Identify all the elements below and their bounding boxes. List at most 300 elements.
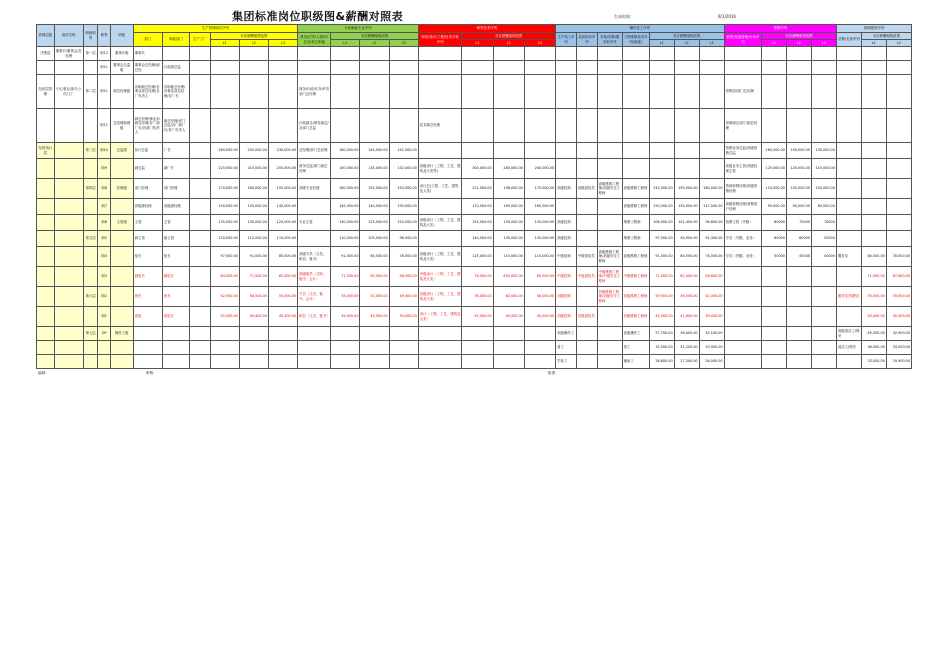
cell-svc <box>836 143 861 159</box>
cell-s3v: 91,300.00 <box>699 231 724 247</box>
cell-dept: 高级副经理 <box>133 199 162 215</box>
cell-org <box>54 267 83 287</box>
cell-sl3 <box>811 109 836 143</box>
cell-a2: 135,000.00 <box>360 159 389 179</box>
cell-fac <box>189 341 210 355</box>
cell-sl3: 100,000.00 <box>811 179 836 199</box>
cell-s1v: 97,500.00 <box>649 231 674 247</box>
cell-a3: 49,400.00 <box>389 287 418 307</box>
table-row <box>37 215 912 231</box>
hdr-l1: L1 <box>331 40 360 47</box>
cell-grade: 职5 <box>98 231 110 247</box>
hdr-admin-desc: 财务/法务/人资/IT/总务/其它职能 <box>298 33 331 47</box>
cell-a1 <box>331 355 360 369</box>
cell-grade: 职3 <box>98 267 110 287</box>
cell-o4: 初级维修工程师 <box>622 287 649 307</box>
cell-p1: 52,000.00 <box>210 307 239 327</box>
cell-v1: 49,400.00 <box>861 307 886 327</box>
cell-o2: 初级质检员 <box>576 307 597 327</box>
cell-t2: 165,000.00 <box>493 199 524 215</box>
cell-a1 <box>331 327 360 341</box>
cell-p3: 155,000.00 <box>268 179 297 199</box>
cell-s3v: 117,000.00 <box>699 199 724 215</box>
cell-a1: 145,000.00 <box>331 199 360 215</box>
cell-svc <box>836 75 861 109</box>
cell-sl3: 85,000.00 <box>811 199 836 215</box>
cell-a1 <box>331 61 360 75</box>
hdr-sales-desc: 销售/渠道管理/市场序列 <box>724 33 761 47</box>
cell-sl2 <box>786 109 811 143</box>
cell-a3: 58,500.00 <box>389 267 418 287</box>
title-row <box>36 8 912 24</box>
cell-a3: 78,000.00 <box>389 247 418 267</box>
cell-org <box>54 179 83 199</box>
cell-dept: 副总监 <box>133 159 162 179</box>
table-row <box>37 231 912 247</box>
cell-fac <box>189 327 210 341</box>
cell-o1: 中级技师 <box>556 247 577 267</box>
cell-o4 <box>622 61 649 75</box>
col-org-name: 组织名称 <box>54 25 83 47</box>
hdr-ops-salary: 对应薪酬架构范围 <box>649 33 724 40</box>
table-row <box>37 287 912 307</box>
cell-v1: 71,500.00 <box>861 267 886 287</box>
cell-svc: 服务员/驾驶员 <box>836 287 861 307</box>
cell-grade: 职7 <box>98 199 110 215</box>
cell-dept: 主管 <box>133 215 162 231</box>
cell-fac <box>189 215 210 231</box>
cell-svc <box>836 159 861 179</box>
table-row <box>37 61 912 75</box>
cell-o2 <box>576 159 597 179</box>
hdr-l3: L3 <box>811 40 836 47</box>
col-grade: 职等 <box>98 25 110 47</box>
cell-o2 <box>576 215 597 231</box>
cell-o2 <box>576 199 597 215</box>
cell-o2 <box>576 355 597 369</box>
cell-v2 <box>886 109 911 143</box>
cell-s2v: 101,400.00 <box>674 215 699 231</box>
cell-o1: 高级操作工 <box>556 327 577 341</box>
cell-v1 <box>861 199 886 215</box>
cell-s2v: 94,900.00 <box>674 231 699 247</box>
cell-o3 <box>597 109 622 143</box>
cell-s2v <box>674 143 699 159</box>
cell-p3: 230,000.00 <box>268 143 297 159</box>
cell-a2: 52,000.00 <box>360 287 389 307</box>
cell-p2 <box>239 47 268 61</box>
cell-lvl <box>83 61 98 75</box>
generated-date: 9/1/2016 <box>718 14 736 19</box>
cell-a1: 55,000.00 <box>331 287 360 307</box>
cell-o2 <box>576 327 597 341</box>
cell-adm <box>298 327 331 341</box>
cell-s1v: 106,000.00 <box>649 215 674 231</box>
cell-svc <box>836 355 861 369</box>
cell-t2 <box>493 355 524 369</box>
cell-head <box>162 341 189 355</box>
cell-v1: 45,500.00 <box>861 327 886 341</box>
cell-sl3 <box>811 61 836 75</box>
cell-sal <box>724 267 761 287</box>
cell-a2 <box>360 327 389 341</box>
cell-p3: 140,000.00 <box>268 199 297 215</box>
cell-o4: 高级维修工程师 <box>622 199 649 215</box>
hdr-l2: L2 <box>239 40 268 47</box>
cell-o4: 高级操作工 <box>622 327 649 341</box>
cell-t1 <box>462 327 493 341</box>
cell-dept: 班长 <box>133 287 162 307</box>
cell-o1: 初级技师 <box>556 287 577 307</box>
cell-adm: 财务总监/部门副总经理 <box>298 159 331 179</box>
cell-v2: 59,000.00 <box>886 287 911 307</box>
cell-fac <box>189 287 210 307</box>
cell-s3v <box>699 61 724 75</box>
cell-p1 <box>210 341 239 355</box>
cell-tech <box>418 199 462 215</box>
cell-sal: 营销业务总监/高级营销总监 <box>724 143 761 159</box>
cell-tech: 中级设计（工程、工艺、建筑及大类） <box>418 267 462 287</box>
cell-head: 班组长 <box>162 307 189 327</box>
cell-mgmt <box>37 179 55 199</box>
cell-fac <box>189 75 210 109</box>
cell-dept: 副组长 <box>133 267 162 287</box>
cell-pos <box>110 159 133 179</box>
cell-a1 <box>331 75 360 109</box>
cell-a2 <box>360 341 389 355</box>
cell-dept: 执行总监 <box>133 143 162 159</box>
cell-s2v <box>674 75 699 109</box>
cell-t2 <box>493 47 524 61</box>
cell-t3: 45,000.00 <box>524 307 555 327</box>
cell-tech: 设计总(工程、工艺、建筑及大类) <box>418 179 462 199</box>
cell-adm <box>298 231 331 247</box>
cell-a3: 39,000.00 <box>389 307 418 327</box>
hdr-tech-desc: 研发/设计/工程/技术开发序列 <box>418 33 462 47</box>
cell-tech: 高级设计（工程、工艺、建筑及大类） <box>418 215 462 231</box>
cell-p3: 110,000.00 <box>268 231 297 247</box>
cell-s2v: 84,500.00 <box>674 247 699 267</box>
cell-p1: 135,000.00 <box>210 215 239 231</box>
cell-o3 <box>597 143 622 159</box>
cell-s1v: 32,500.00 <box>649 341 674 355</box>
cell-head: 副厂长 <box>162 159 189 179</box>
cell-t2: 280,000.00 <box>493 159 524 179</box>
hdr-service-desc: 后勤/支持序列 <box>836 33 861 47</box>
cell-v2 <box>886 179 911 199</box>
cell-s1v <box>649 109 674 143</box>
cell-t3 <box>524 143 555 159</box>
cell-t3 <box>524 109 555 143</box>
cell-t1 <box>462 341 493 355</box>
cell-s2v: 31,200.00 <box>674 341 699 355</box>
cell-pos <box>110 355 133 369</box>
hdr-l1: L1 <box>462 40 493 47</box>
cell-s1v: 59,500.00 <box>649 287 674 307</box>
cell-svc <box>836 231 861 247</box>
hdr-service-salary: 对应薪酬架构范围 <box>861 33 911 40</box>
cell-t2 <box>493 61 524 75</box>
cell-dept: 各职能总经理/各事业部总经理/各厂负责人 <box>133 75 162 109</box>
group-admin: 行政职能专业序列 <box>298 25 419 33</box>
cell-svc <box>836 47 861 61</box>
cell-head: 高级副经理 <box>162 199 189 215</box>
table-row <box>37 159 912 179</box>
cell-fac <box>189 47 210 61</box>
cell-a3: 120,000.00 <box>389 215 418 231</box>
cell-org: 中心事业部/分公司/工厂 <box>54 75 83 109</box>
cell-t1: 140,000.00 <box>462 231 493 247</box>
cell-grade <box>98 341 110 355</box>
table-row <box>37 355 912 369</box>
cell-tech <box>418 47 462 61</box>
cell-o4: 中级维修工程师 <box>622 267 649 287</box>
cell-sal <box>724 307 761 327</box>
cell-lvl <box>83 159 98 179</box>
cell-o2 <box>576 287 597 307</box>
cell-a2: 145,000.00 <box>360 143 389 159</box>
cell-s2v <box>674 159 699 179</box>
cell-v1 <box>861 109 886 143</box>
cell-o3 <box>597 47 622 61</box>
cell-sl1 <box>762 267 787 287</box>
cell-org <box>54 287 83 307</box>
cell-org <box>54 341 83 355</box>
cell-adm: 职员（文员、秘书） <box>298 307 331 327</box>
cell-a3: 98,500.00 <box>389 231 418 247</box>
cell-v2: 33,000.00 <box>886 341 911 355</box>
cell-lvl: 第七层 <box>83 327 98 341</box>
cell-o4 <box>622 75 649 109</box>
cell-v1 <box>861 231 886 247</box>
cell-t1 <box>462 47 493 61</box>
cell-s3v: 96,800.00 <box>699 215 724 231</box>
cell-t1 <box>462 355 493 369</box>
cell-mgmt: 决策层 <box>37 47 55 61</box>
table-row <box>37 75 912 109</box>
cell-t2: 150,000.00 <box>493 215 524 231</box>
table-row <box>37 179 912 199</box>
cell-pos <box>110 287 133 307</box>
cell-svc <box>836 307 861 327</box>
cell-p1 <box>210 109 239 143</box>
cell-sl3 <box>811 287 836 307</box>
cell-o4: 维修工程师 <box>622 215 649 231</box>
cell-pos: 主管级 <box>110 215 133 231</box>
cell-tech: 初级设计（工程、工艺、建筑及大类） <box>418 287 462 307</box>
table-row <box>37 143 912 159</box>
cell-a2 <box>360 61 389 75</box>
hdr-tech-salary: 对应薪酬架构范围 <box>462 33 556 40</box>
cell-t2 <box>493 143 524 159</box>
cell-org <box>54 247 83 267</box>
table-body <box>37 47 912 369</box>
cell-mgmt <box>37 231 55 247</box>
cell-adm <box>298 61 331 75</box>
cell-p2 <box>239 341 268 355</box>
cell-pos: 经理级 <box>110 179 133 199</box>
cell-a3 <box>389 355 418 369</box>
cell-t1: 221,000.00 <box>462 179 493 199</box>
cell-v2 <box>886 215 911 231</box>
cell-t2: 62,000.00 <box>493 287 524 307</box>
cell-sl1: 95,000.00 <box>762 199 787 215</box>
cell-dept: 董事长 <box>133 47 162 61</box>
cell-dept <box>133 327 162 341</box>
cell-pos: 董事会总监级 <box>110 61 133 75</box>
cell-t2: 196,000.00 <box>493 179 524 199</box>
cell-s1v <box>649 75 674 109</box>
hdr-l1: L1 <box>210 40 239 47</box>
cell-a2: 125,000.00 <box>360 215 389 231</box>
cell-sl1 <box>762 109 787 143</box>
hdr-l2: L2 <box>674 40 699 47</box>
cell-t1: 300,000.00 <box>462 159 493 179</box>
cell-s3v <box>699 109 724 143</box>
cell-p3: 55,000.00 <box>268 287 297 307</box>
hdr-admin-salary: 对应薪酬架构范围 <box>331 33 418 40</box>
cell-o1: 普工 <box>556 341 577 355</box>
cell-p2: 49,400.00 <box>239 307 268 327</box>
cell-adm: 专业主管 <box>298 215 331 231</box>
cell-grade: 职11 <box>98 61 110 75</box>
cell-sal <box>724 61 761 75</box>
cell-head: 副组长 <box>162 267 189 287</box>
cell-lvl <box>83 307 98 327</box>
cell-t3: 110,000.00 <box>524 247 555 267</box>
cell-sl1: 50000 <box>762 247 787 267</box>
cell-mgmt <box>37 247 55 267</box>
cell-sl1 <box>762 341 787 355</box>
cell-s2v <box>674 61 699 75</box>
cell-s2v: 27,300.00 <box>674 355 699 369</box>
cell-v2 <box>886 231 911 247</box>
cell-s3v <box>699 47 724 61</box>
cell-s3v: 39,000.00 <box>699 307 724 327</box>
cell-s2v <box>674 109 699 143</box>
cell-pos: 操作工级 <box>110 327 133 341</box>
cell-o3 <box>597 61 622 75</box>
cell-fac <box>189 159 210 179</box>
hdr-l2: L2 <box>360 40 389 47</box>
cell-o4: 高级维修工程师 <box>622 247 649 267</box>
cell-v2 <box>886 143 911 159</box>
cell-sal <box>724 355 761 369</box>
cell-sl2 <box>786 61 811 75</box>
cell-p2: 58,500.00 <box>239 287 268 307</box>
cell-sl3: 115,000.00 <box>811 159 836 179</box>
page-title: 集团标准岗位职级图&薪酬对照表 <box>232 10 404 23</box>
cell-s1v: 57,700.00 <box>649 327 674 341</box>
cell-grade: 职10 <box>98 143 110 159</box>
cell-o2 <box>576 109 597 143</box>
cell-sl2 <box>786 307 811 327</box>
cell-t3: 175,000.00 <box>524 179 555 199</box>
cell-p1 <box>210 75 239 109</box>
cell-adm: 财务/行政/法务/IT各部门总经理 <box>298 75 331 109</box>
cell-head: 部门经理 <box>162 179 189 199</box>
cell-p1: 62,500.00 <box>210 287 239 307</box>
cell-mgmt <box>37 307 55 327</box>
cell-sal <box>724 47 761 61</box>
cell-sal: 营销主管（外勤） <box>724 215 761 231</box>
cell-a2: 45,500.00 <box>360 307 389 327</box>
cell-sl2 <box>786 341 811 355</box>
cell-a2: 140,000.00 <box>360 199 389 215</box>
cell-mgmt <box>37 327 55 341</box>
cell-p1: 120,000.00 <box>210 231 239 247</box>
cell-o1 <box>556 143 577 159</box>
cell-grade: 职8 <box>98 179 110 199</box>
cell-org <box>54 327 83 341</box>
cell-o2 <box>576 143 597 159</box>
cell-head <box>162 47 189 61</box>
cell-t1 <box>462 75 493 109</box>
cell-s2v: 130,000.00 <box>674 199 699 215</box>
cell-s2v: 41,600.00 <box>674 307 699 327</box>
cell-p1 <box>210 355 239 369</box>
cell-mgmt <box>37 287 55 307</box>
cell-o2 <box>576 341 597 355</box>
cell-t1: 155,000.00 <box>462 215 493 231</box>
cell-adm: 总经理/部门总经理 <box>298 143 331 159</box>
cell-sl1 <box>762 355 787 369</box>
hdr-l1: L1 <box>762 40 787 47</box>
cell-mgmt <box>37 61 55 75</box>
cell-grade: 职11 <box>98 75 110 109</box>
cell-v2 <box>886 61 911 75</box>
cell-tech <box>418 327 462 341</box>
cell-a3 <box>389 109 418 143</box>
cell-grade: 职9 <box>98 159 110 179</box>
cell-dept <box>133 341 162 355</box>
cell-sl1: 80000 <box>762 215 787 231</box>
cell-sl3 <box>811 75 836 109</box>
cell-sl3 <box>811 341 836 355</box>
cell-head: 班长 <box>162 287 189 307</box>
cell-sl2 <box>786 75 811 109</box>
cell-lvl: 第六层 <box>83 287 98 307</box>
cell-mgmt <box>37 355 55 369</box>
cell-t1: 78,000.00 <box>462 287 493 307</box>
cell-s3v: 52,000.00 <box>699 287 724 307</box>
cell-fac <box>189 61 210 75</box>
cell-sl2: 90,000.00 <box>786 199 811 215</box>
cell-t3 <box>524 47 555 61</box>
cell-v1: 33,000.00 <box>861 355 886 369</box>
cell-sl3 <box>811 355 836 369</box>
cell-sl2: 105,000.00 <box>786 179 811 199</box>
cell-a2 <box>360 75 389 109</box>
cell-t3: 145,000.00 <box>524 215 555 231</box>
cell-a2 <box>360 47 389 61</box>
cell-v2: 29,900.00 <box>886 355 911 369</box>
cell-o1 <box>556 75 577 109</box>
cell-t3: 60,000.00 <box>524 267 555 287</box>
cell-mgmt <box>37 341 55 355</box>
cell-sl2: 60000 <box>786 231 811 247</box>
cell-mgmt <box>37 109 55 143</box>
cell-pos <box>110 341 133 355</box>
cell-sl3: 70000 <box>811 215 836 231</box>
cell-mgmt <box>37 215 55 231</box>
cell-p3: 45,500.00 <box>268 307 297 327</box>
cell-t2: 49,000.00 <box>493 307 524 327</box>
cell-s1v <box>649 143 674 159</box>
cell-a2: 155,000.00 <box>360 179 389 199</box>
cell-t1 <box>462 61 493 75</box>
cell-o4 <box>622 109 649 143</box>
